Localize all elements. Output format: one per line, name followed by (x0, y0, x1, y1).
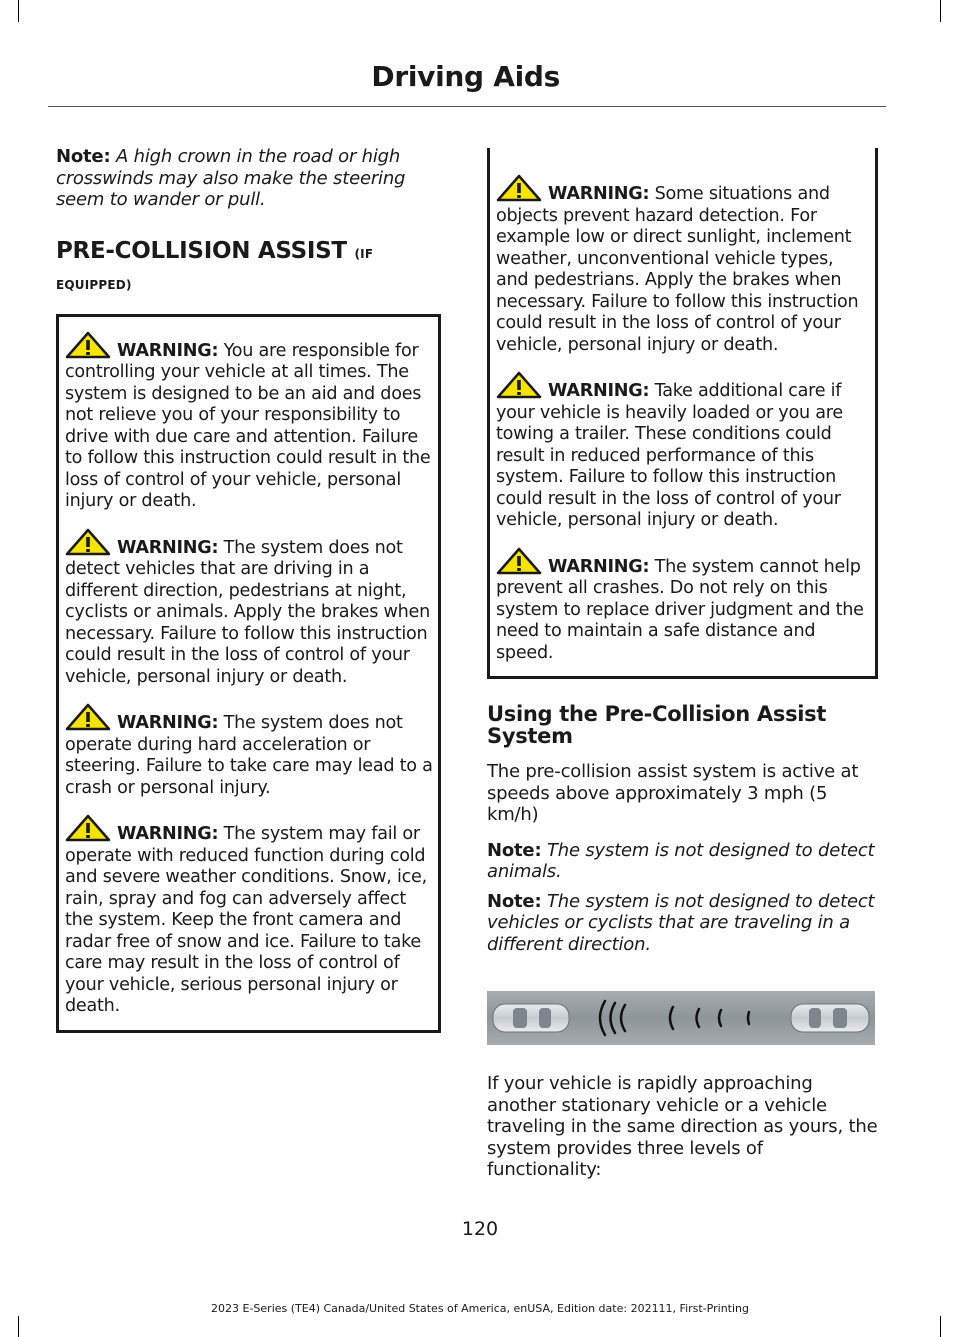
note-crown (56, 146, 441, 211)
warning-item (65, 703, 434, 799)
functionality-paragraph: If your vehicle is rapidly approaching another stationary vehicle or a vehicle traveling in the same direction as yours, the system provides three levels of functionality: (487, 1073, 878, 1180)
warning-text: Some situations and objects prevent hazard detection. For example low or direct sunlight, inclement weather, unconventional vehicle types, and pedestrians. Apply the brakes when necessary. Failure to follow this instruction could result in the loss of control of your vehicle, personal injury or death. (496, 184, 859, 355)
own-vehicle-icon (493, 1004, 569, 1032)
warning-triangle-icon (65, 814, 111, 842)
crop-mark-top-left (18, 0, 19, 22)
warning-triangle-icon (496, 547, 542, 575)
note-text: The system is not designed to detect vehicles or cyclists that are traveling in a different direction. (487, 890, 875, 955)
warning-item (496, 371, 871, 532)
warning-triangle-icon (65, 703, 111, 731)
warning-text: You are responsible for controlling your vehicle at all times. The system is designed to be an aid and does not relieve you of your responsibility to drive with due care and attention. Failure to follow this instruction could result in the loss of control of your vehicle, personal injury or death. (65, 340, 431, 511)
section-qualifier-continued: EQUIPPED) (56, 277, 132, 292)
right-column (487, 148, 878, 1195)
note-direction (487, 891, 878, 956)
warning-item (65, 528, 434, 689)
section-title-text: PRE-COLLISION ASSIST (56, 237, 347, 264)
crop-mark-bottom-right (940, 1316, 941, 1337)
warning-item (496, 174, 871, 356)
note-label: Note: (487, 839, 542, 861)
section-qualifier: (IF (354, 246, 374, 261)
warning-item (496, 547, 871, 665)
section-title (56, 237, 441, 268)
note-animals (487, 840, 878, 883)
warning-item (65, 814, 434, 1018)
warning-box-right (487, 148, 878, 679)
vehicle-ahead-icon (791, 1004, 869, 1032)
page-header-title: Driving Aids (371, 60, 560, 93)
document-footer: 2023 E-Series (TE4) Canada/United States of America, enUSA, Edition date: 202111, First-Printing (211, 1302, 749, 1315)
warning-triangle-icon (65, 331, 111, 359)
header-divider (48, 106, 886, 107)
note-text: A high crown in the road or high crosswinds may also make the steering seem to wander or pull. (56, 146, 406, 210)
warning-triangle-icon (496, 174, 542, 202)
warning-item (65, 331, 434, 513)
warning-text: The system does not detect vehicles that are driving in a different direction, pedestrians at night, cyclists or animals. Apply the brakes when necessary. Failure to follow this instruction could result in the loss of control of your vehicle, personal injury or death. (65, 537, 430, 687)
warning-text: The system cannot help prevent all crashes. Do not rely on this system to replace driver judgment and the need to maintain a safe distance and speed. (496, 556, 864, 663)
activation-paragraph: The pre-collision assist system is active at speeds above approximately 3 mph (5 km/h) (487, 761, 859, 825)
warning-text: Take additional care if your vehicle is heavily loaded or you are towing a trailer. These conditions could result in reduced performance of this system. Failure to follow this instruction could result in the loss of control of your vehicle, personal injury or death. (496, 381, 843, 530)
warning-triangle-icon (65, 528, 111, 556)
note-text: The system is not designed to detect animals. (487, 839, 875, 882)
note-label: Note: (56, 146, 111, 167)
warning-label: WARNING: (548, 556, 650, 577)
warning-label: WARNING: (117, 537, 219, 558)
warning-triangle-icon (496, 371, 542, 399)
crop-mark-bottom-left (18, 1316, 19, 1337)
page-number: 120 (461, 1218, 499, 1240)
warning-label: WARNING: (117, 340, 219, 361)
warning-label: WARNING: (548, 184, 650, 204)
warning-box-left (56, 314, 441, 1033)
subsection-heading: Using the Pre-Collision Assist System (487, 702, 827, 748)
crop-mark-top-right (940, 0, 941, 22)
warning-label: WARNING: (117, 713, 219, 733)
left-column (56, 146, 441, 1033)
warning-text: The system may fail or operate with reduced function during cold and severe weather conditions. Snow, ice, rain, spray and fog can adversely affect the system. Keep the front camera and radar free of snow and ice. Failure to take care may result in the loss of control of your vehicle, serious personal injury or death. (65, 824, 427, 1016)
warning-label: WARNING: (117, 824, 219, 844)
warning-label: WARNING: (548, 381, 650, 401)
note-label: Note: (487, 890, 542, 912)
pre-collision-radar-illustration (487, 991, 875, 1045)
warning-text: The system does not operate during hard acceleration or steering. Failure to take care may lead to a crash or personal injury. (65, 713, 433, 798)
